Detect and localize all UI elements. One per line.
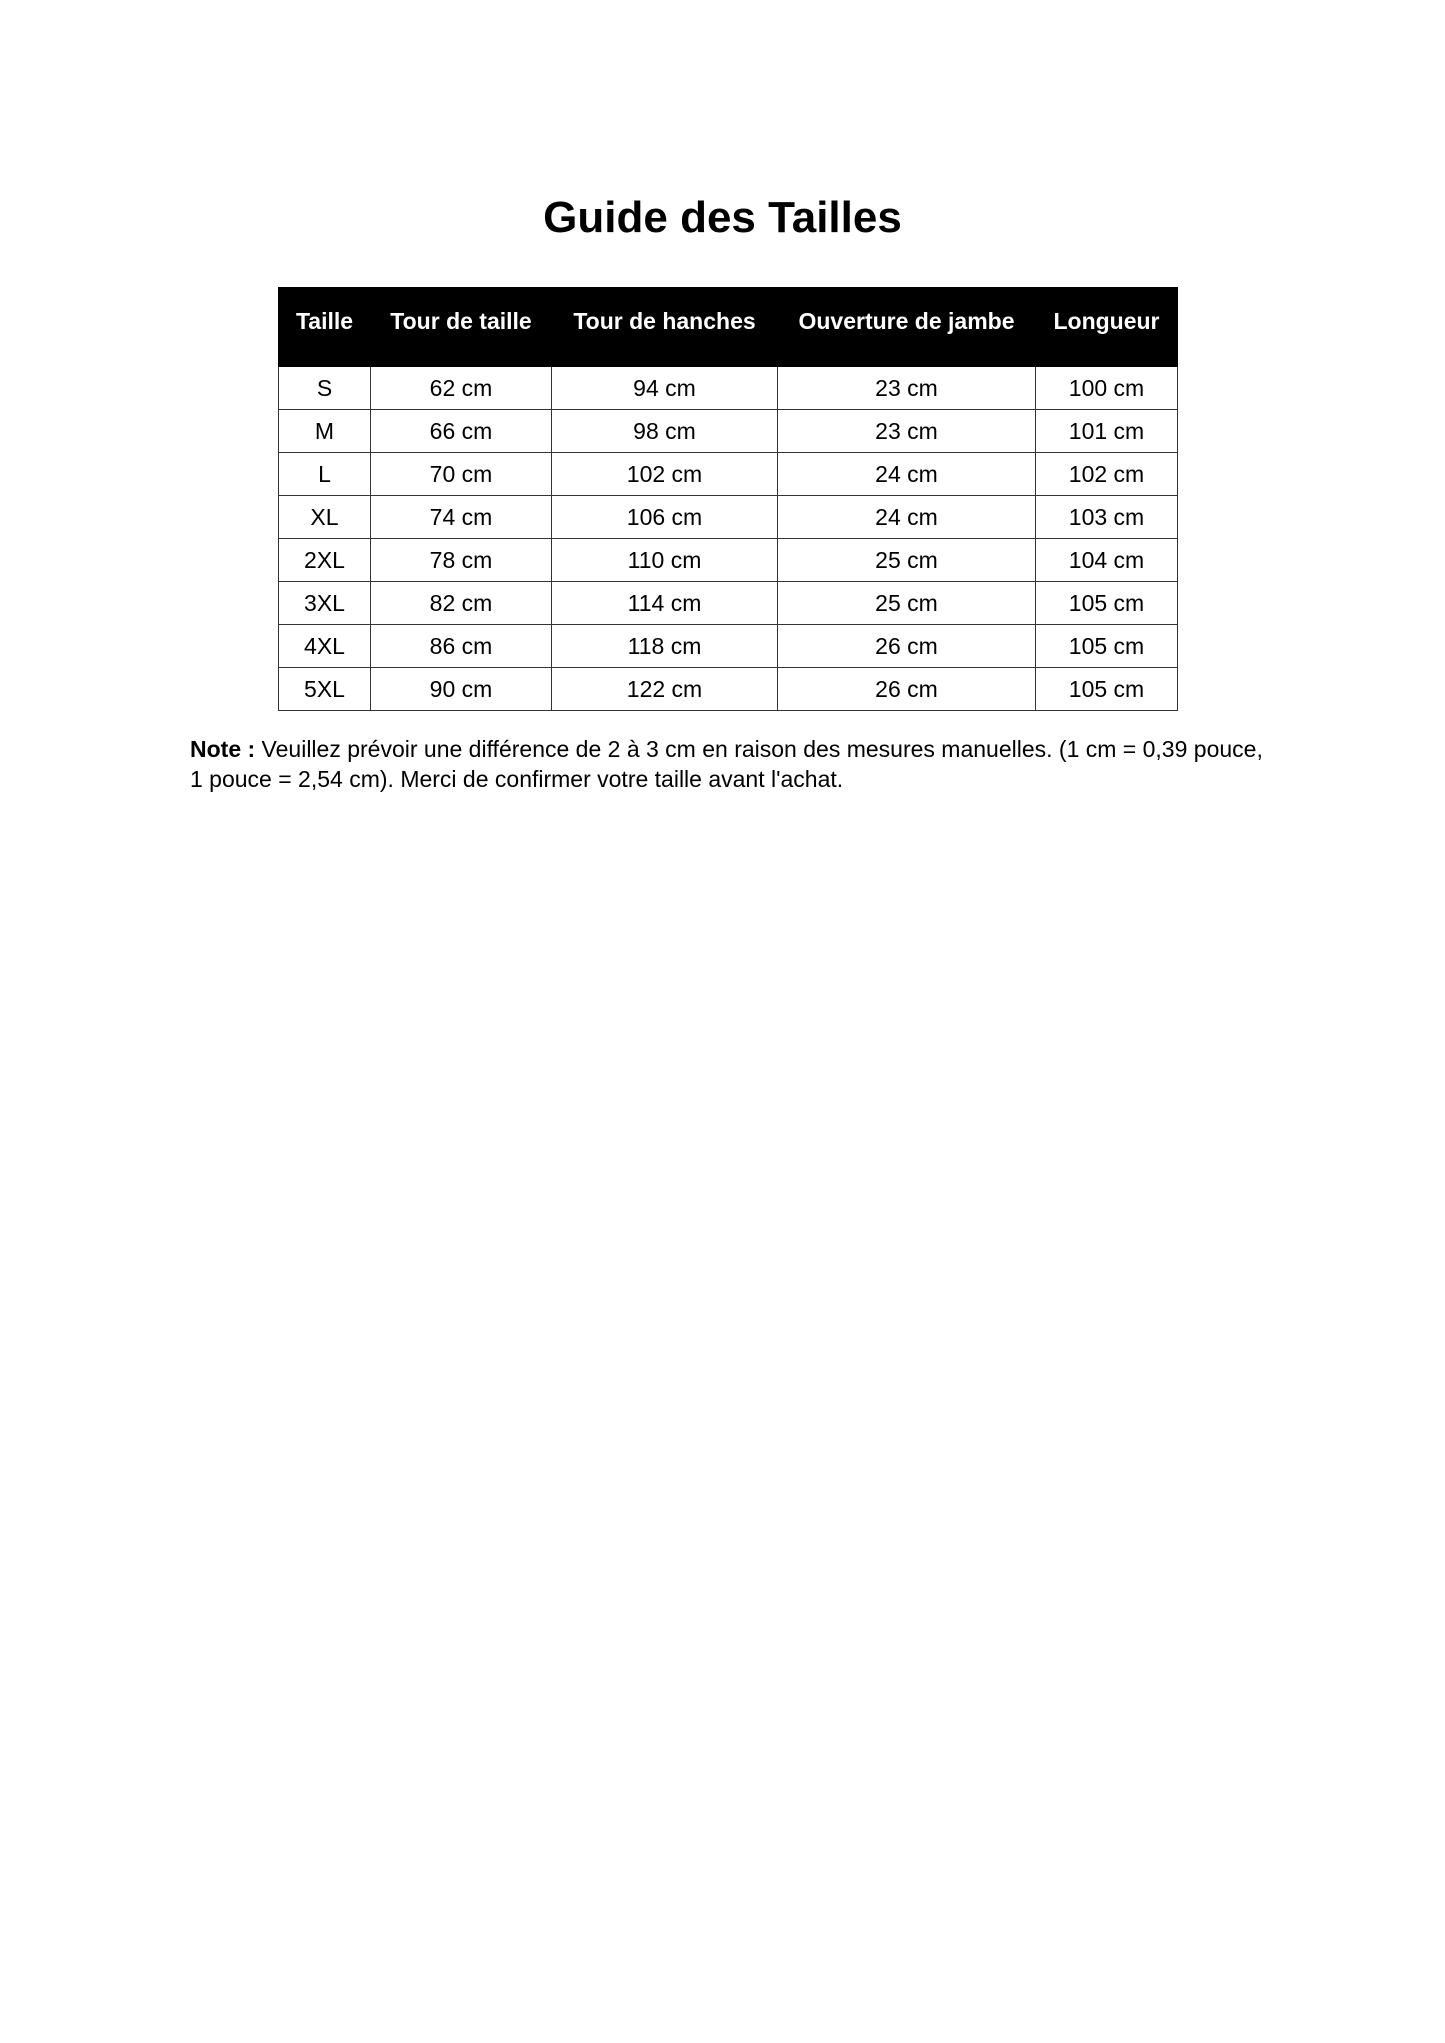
table-cell: 25 cm bbox=[778, 539, 1036, 582]
table-cell: 90 cm bbox=[371, 668, 552, 711]
table-cell: 78 cm bbox=[371, 539, 552, 582]
page-title: Guide des Tailles bbox=[543, 193, 902, 242]
table-cell: 24 cm bbox=[778, 453, 1036, 496]
table-cell: S bbox=[279, 367, 371, 410]
table-cell: 104 cm bbox=[1036, 539, 1178, 582]
table-cell: 110 cm bbox=[552, 539, 778, 582]
table-cell: 100 cm bbox=[1036, 367, 1178, 410]
table-cell: 70 cm bbox=[371, 453, 552, 496]
table-cell: 23 cm bbox=[778, 410, 1036, 453]
table-cell: 105 cm bbox=[1036, 668, 1178, 711]
table-row bbox=[279, 410, 1178, 453]
note-text: Veuillez prévoir une différence de 2 à 3 cm en raison des mesures manuelles. (1 cm = 0,39 pouce, 1 pouce = 2,54 cm). Merci de confirmer votre taille avant l'achat. bbox=[190, 736, 1263, 792]
header-ouverture-de-jambe: Ouverture de jambe bbox=[778, 288, 1036, 367]
table-cell: L bbox=[279, 453, 371, 496]
table-cell: 98 cm bbox=[552, 410, 778, 453]
table-cell: 26 cm bbox=[778, 668, 1036, 711]
table-row bbox=[279, 668, 1178, 711]
table-row bbox=[279, 496, 1178, 539]
table-cell: 23 cm bbox=[778, 367, 1036, 410]
header-taille: Taille bbox=[279, 288, 371, 367]
table-cell: 86 cm bbox=[371, 625, 552, 668]
table-cell: 74 cm bbox=[371, 496, 552, 539]
size-table bbox=[278, 287, 1178, 711]
table-row bbox=[279, 539, 1178, 582]
table-cell: 118 cm bbox=[552, 625, 778, 668]
table-cell: 25 cm bbox=[778, 582, 1036, 625]
note-paragraph bbox=[190, 734, 1270, 794]
table-cell: 103 cm bbox=[1036, 496, 1178, 539]
header-longueur: Longueur bbox=[1036, 288, 1178, 367]
header-tour-de-taille: Tour de taille bbox=[371, 288, 552, 367]
table-cell: 101 cm bbox=[1036, 410, 1178, 453]
table-cell: 4XL bbox=[279, 625, 371, 668]
table-cell: XL bbox=[279, 496, 371, 539]
table-cell: 94 cm bbox=[552, 367, 778, 410]
table-row bbox=[279, 453, 1178, 496]
table-cell: 82 cm bbox=[371, 582, 552, 625]
table-cell: 5XL bbox=[279, 668, 371, 711]
table-cell: 105 cm bbox=[1036, 582, 1178, 625]
table-cell: 62 cm bbox=[371, 367, 552, 410]
table-cell: 122 cm bbox=[552, 668, 778, 711]
note-label: Note : bbox=[190, 736, 256, 762]
table-row bbox=[279, 367, 1178, 410]
header-tour-de-hanches: Tour de hanches bbox=[552, 288, 778, 367]
table-cell: 102 cm bbox=[552, 453, 778, 496]
table-cell: 105 cm bbox=[1036, 625, 1178, 668]
table-cell: 106 cm bbox=[552, 496, 778, 539]
table-cell: 114 cm bbox=[552, 582, 778, 625]
table-cell: 24 cm bbox=[778, 496, 1036, 539]
table-cell: 102 cm bbox=[1036, 453, 1178, 496]
table-cell: 2XL bbox=[279, 539, 371, 582]
table-cell: 26 cm bbox=[778, 625, 1036, 668]
table-header-row bbox=[279, 288, 1178, 367]
table-row bbox=[279, 625, 1178, 668]
table-cell: 66 cm bbox=[371, 410, 552, 453]
table-cell: M bbox=[279, 410, 371, 453]
table-row bbox=[279, 582, 1178, 625]
table-cell: 3XL bbox=[279, 582, 371, 625]
